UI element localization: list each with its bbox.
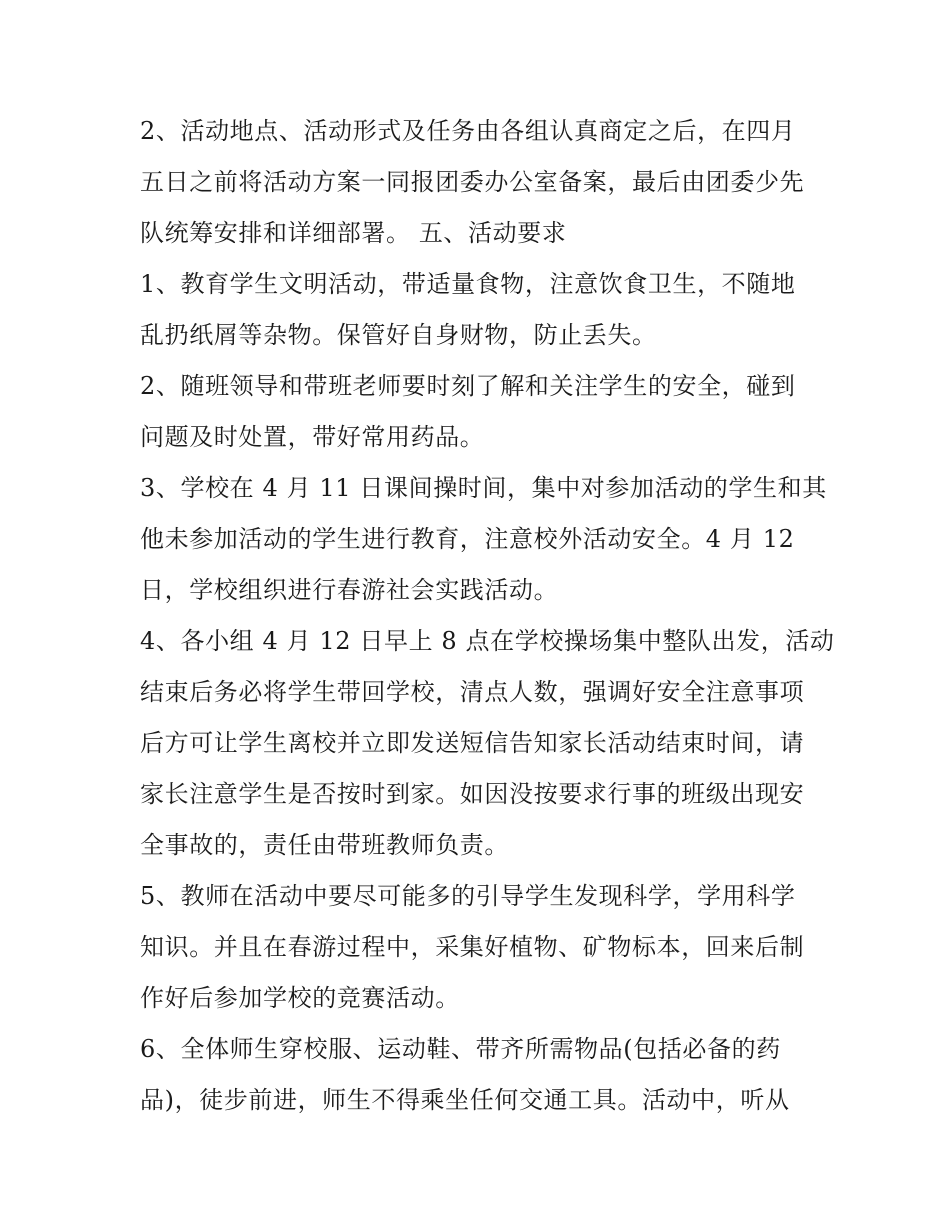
text-line: 队统筹安排和详细部署。 五、活动要求 — [140, 219, 567, 247]
text-line: 问题及时处置，带好常用药品。 — [140, 423, 485, 451]
text-line: 6、全体师生穿校服、运动鞋、带齐所需物品(包括必备的药 — [140, 1035, 781, 1063]
text-line: 家长注意学生是否按时到家。如因没按要求行事的班级出现安 — [140, 780, 805, 808]
text-line: 5、教师在活动中要尽可能多的引导学生发现科学，学用科学 — [140, 882, 796, 910]
text-line: 2、活动地点、活动形式及任务由各组认真商定之后，在四月 — [140, 117, 796, 145]
text-line: 乱扔纸屑等杂物。保管好自身财物，防止丢失。 — [140, 321, 657, 349]
text-line: 品)，徒步前进，师生不得乘坐任何交通工具。活动中，听从 — [140, 1086, 790, 1114]
text-line: 3、学校在 4 月 11 日课间操时间，集中对参加活动的学生和其 — [140, 474, 827, 502]
text-line: 4、各小组 4 月 12 日早上 8 点在学校操场集中整队出发，活动 — [140, 627, 835, 655]
document-body — [140, 106, 835, 1126]
text-line: 后方可让学生离校并立即发送短信告知家长活动结束时间，请 — [140, 729, 805, 757]
text-line: 1、教育学生文明活动，带适量食物，注意饮食卫生，不随地 — [140, 270, 796, 298]
text-line: 结束后务必将学生带回学校，清点人数，强调好安全注意事项 — [140, 678, 805, 706]
text-line: 他未参加活动的学生进行教育，注意校外活动安全。4 月 12 — [140, 525, 795, 553]
text-line: 知识。并且在春游过程中，采集好植物、矿物标本，回来后制 — [140, 933, 805, 961]
text-line: 2、随班领导和带班老师要时刻了解和关注学生的安全，碰到 — [140, 372, 796, 400]
text-line: 全事故的，责任由带班教师负责。 — [140, 831, 509, 859]
text-line: 作好后参加学校的竞赛活动。 — [140, 984, 460, 1012]
text-line: 日，学校组织进行春游社会实践活动。 — [140, 576, 559, 604]
text-line: 五日之前将活动方案一同报团委办公室备案，最后由团委少先 — [140, 168, 805, 196]
